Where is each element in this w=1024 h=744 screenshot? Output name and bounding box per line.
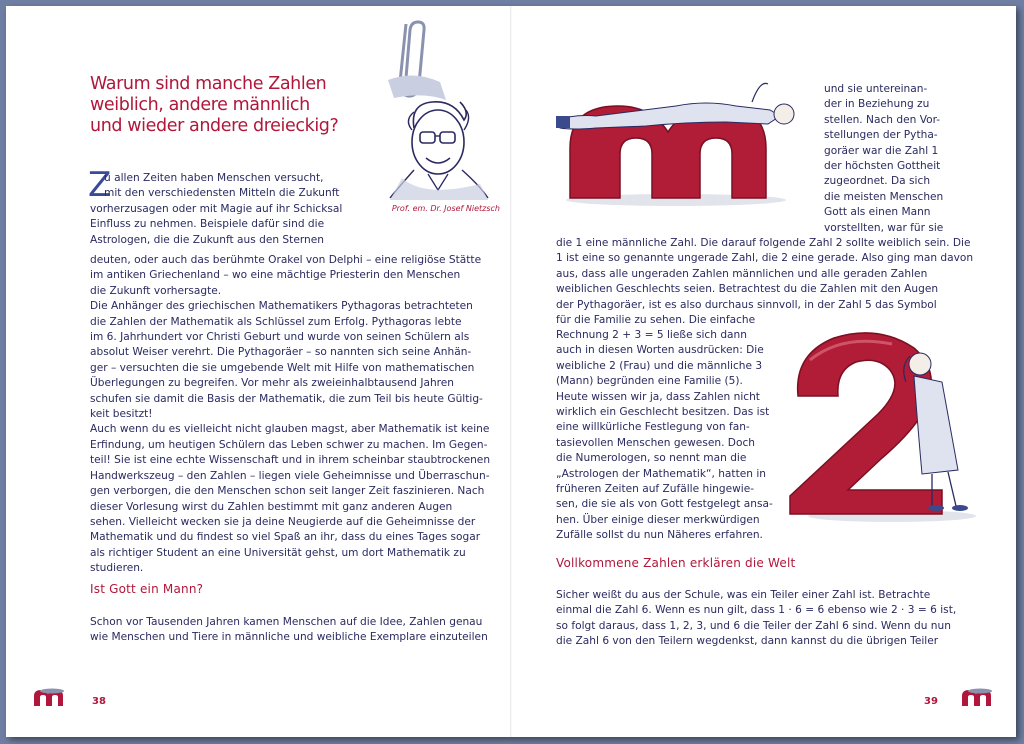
- text-line: Handwerkszeug – den Zahlen – liegen viele Geheimnisse und Überraschun-: [90, 469, 490, 482]
- text-line: goräer war die Zahl 1: [824, 144, 939, 157]
- text-line: sen, die sie als von Gott festgelegt ansa-: [556, 498, 773, 511]
- mini-m-logo: [32, 686, 72, 708]
- text-line: Heute wissen wir ja, dass Zahlen nicht: [556, 390, 760, 403]
- text-line: vorherzusagen oder mit Magie auf ihr Schicksal: [90, 202, 343, 215]
- letter-m-illustration: [556, 76, 816, 208]
- text-line: früheren Zeiten auf Zufälle hingewie-: [556, 483, 755, 496]
- text-line: u allen Zeiten haben Menschen versucht,: [104, 172, 324, 184]
- title-line: Warum sind manche Zahlen: [90, 74, 327, 94]
- top-column: [824, 82, 1004, 236]
- page-number: 38: [92, 696, 106, 707]
- section-heading: Ist Gott ein Mann?: [90, 582, 204, 596]
- text-line: aus, dass alle ungeraden Zahlen männlichen und alle geraden Zahlen: [556, 267, 928, 280]
- drop-cap: Z: [88, 165, 112, 205]
- text-line: im antiken Griechenland – wo eine mächtige Priesterin den Menschen: [90, 269, 461, 282]
- text-line: studieren.: [90, 562, 144, 575]
- text-line: der in Beziehung zu: [824, 98, 930, 111]
- text-line: „Astrologen der Mathematik“, hatten in: [556, 467, 766, 480]
- text-line: weibliche 2 (Frau) und die männliche 3: [556, 359, 763, 372]
- section-paragraph: [90, 615, 490, 646]
- text-line: Erfindung, um heutigen Schülern das Leben schwer zu machen. Im Gegen-: [90, 438, 488, 451]
- text-line: einmal die Zahl 6. Wenn es nun gilt, dass 1 · 6 = 6 ebenso wie 2 · 3 = 6 ist,: [556, 604, 957, 617]
- lying-man-figure: [556, 83, 794, 129]
- text-line: im 6. Jahrhundert vor Christi Geburt und wurde von seinen Schülern als: [90, 331, 470, 344]
- narrow-column: [556, 328, 776, 544]
- text-line: schufen sie damit die Basis der Mathematik, die zum Teil bis heute Gültig-: [90, 392, 483, 405]
- text-line: Mathematik und du findest so viel Spaß an ihr, dass du eines Tages sogar: [90, 531, 481, 544]
- text-line: absolut Weiser verehrt. Die Pythagoräer – so nannten sich seine Anhän-: [90, 346, 472, 359]
- text-line: Schon vor Tausenden Jahren kamen Menschen auf die Idee, Zahlen genau: [90, 616, 483, 628]
- text-line: die meisten Menschen: [824, 190, 944, 203]
- intro-paragraph: [90, 171, 390, 248]
- body-paragraphs: [90, 253, 490, 577]
- text-line: der höchsten Gottheit: [824, 160, 941, 173]
- text-line: mit den verschiedensten Mitteln die Zukunft: [104, 187, 340, 200]
- text-line: so folgt daraus, dass 1, 2, 3, und 6 die Teiler der Zahl 6 sind. Wenn du nun: [556, 619, 951, 632]
- text-line: Die Anhänger des griechischen Mathematikers Pythagoras betrachteten: [90, 300, 473, 313]
- text-line: tasievollen Menschen gewesen. Doch: [556, 436, 755, 449]
- mini-m-logo: [960, 686, 1000, 708]
- text-line: Einfluss zu nehmen. Beispiele dafür sind die: [90, 218, 325, 231]
- text-line: Überlegungen zu begreifen. Vor mehr als zweieinhalbtausend Jahren: [90, 377, 455, 390]
- text-line: die Zahl 6 von den Teilern wegdenkst, dann kannst du die übrigen Teiler: [556, 635, 939, 648]
- text-line: zugeordnet. Da sich: [824, 175, 931, 188]
- right-page: [512, 6, 1016, 737]
- text-line: dieser Vorlesung wirst du Zahlen bestimmt mit ganz anderen Augen: [90, 500, 453, 513]
- text-line: Rechnung 2 + 3 = 5 ließe sich dann: [556, 329, 747, 341]
- chapter-title: [90, 74, 380, 137]
- text-line: gen verborgen, die den Menschen schon seit langer Zeit faszinieren. Nach: [90, 485, 485, 498]
- text-line: die 1 eine männliche Zahl. Die darauf folgende Zahl 2 sollte weiblich sein. Die: [556, 237, 971, 249]
- title-line: weiblich, andere männlich: [90, 95, 310, 115]
- text-line: die Zahlen der Mathematik als Schlüssel zum Erfolg. Pythagoras lebte: [90, 315, 462, 328]
- number-2-illustration: [782, 330, 982, 526]
- text-line: wirklich ein Geschlecht besitzen. Das ist: [556, 406, 770, 419]
- text-line: Astrologen, die die Zukunft aus den Sternen: [90, 233, 324, 246]
- text-line: die Zukunft vorhersagte.: [90, 284, 222, 297]
- text-line: (Mann) begründen eine Familie (5).: [556, 375, 743, 388]
- professor-portrait: [384, 20, 494, 200]
- text-line: hen. Über einige dieser merkwürdigen: [556, 513, 760, 526]
- text-line: Sicher weißt du aus der Schule, was ein Teiler einer Zahl ist. Betrachte: [556, 589, 931, 601]
- full-width-paragraph: [556, 236, 974, 328]
- title-line: und wieder andere dreieckig?: [90, 116, 339, 136]
- text-line: wie Menschen und Tiere in männliche und weibliche Exemplare einzuteilen: [90, 631, 488, 644]
- page-number: 39: [924, 696, 938, 707]
- text-line: keit besitzt!: [90, 408, 153, 421]
- text-line: 1 ist eine so genannte ungerade Zahl, die 2 eine gerade. Also ging man davon: [556, 252, 974, 265]
- text-line: auch in diesen Worten ausdrücken: Die: [556, 344, 764, 357]
- text-line: als richtiger Student an eine Universität gehst, um dort Mathematik zu: [90, 546, 466, 559]
- text-line: stellungen der Pytha-: [824, 129, 938, 142]
- text-line: und sie untereinan-: [824, 83, 928, 95]
- text-line: eine willkürliche Festlegung von fan-: [556, 421, 750, 434]
- text-line: die Numerologen, so nennt man die: [556, 452, 747, 465]
- text-line: sehen. Vielleicht wecken sie ja deine Neugierde auf die Geheimnisse der: [90, 515, 476, 528]
- text-line: Zufälle sollst du nun Näheres erfahren.: [556, 529, 763, 542]
- text-line: ger – versuchten die sie umgebende Welt mit Hilfe von mathematischen: [90, 361, 475, 374]
- book-spread: [6, 6, 1016, 737]
- text-line: stellen. Nach den Vor-: [824, 113, 941, 126]
- text-line: Gott als einen Mann: [824, 206, 931, 219]
- section-paragraph: [556, 588, 976, 650]
- text-line: Auch wenn du es vielleicht nicht glauben magst, aber Mathematik ist keine: [90, 423, 490, 436]
- text-line: für die Familie zu sehen. Die einfache: [556, 314, 756, 327]
- text-line: der Pythagoräer, ist es also durchaus sinnvoll, in der Zahl 5 das Symbol: [556, 298, 937, 311]
- text-line: vorstellten, war für sie: [824, 221, 944, 234]
- left-page: [6, 6, 510, 737]
- portrait-caption: Prof. em. Dr. Josef Nietzsch: [391, 204, 500, 213]
- text-line: teil! Sie ist eine echte Wissenschaft und in ihrem scheinbar staubtrockenen: [90, 454, 491, 467]
- section-heading: Vollkommene Zahlen erklären die Welt: [556, 556, 796, 570]
- text-line: deuten, oder auch das berühmte Orakel von Delphi – eine religiöse Stätte: [90, 254, 482, 266]
- text-line: weiblichen Geschlechts seien. Betrachtest du die Zahlen mit den Augen: [556, 283, 939, 296]
